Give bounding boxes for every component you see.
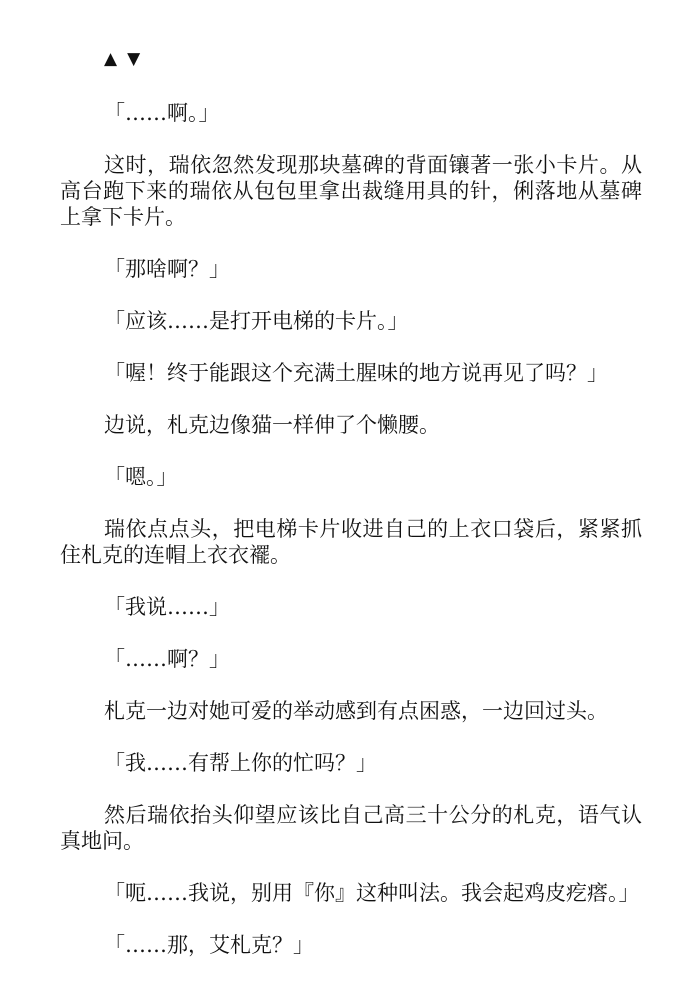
paragraph: 「……啊。」 bbox=[104, 101, 220, 125]
paragraph: 札克一边对她可爱的举动感到有点困惑，一边回过头。 bbox=[104, 699, 608, 723]
paragraph: 「……啊？」 bbox=[104, 647, 230, 671]
paragraph: 「喔！终于能跟这个充满土腥味的地方说再见了吗？」 bbox=[104, 361, 608, 385]
scroll-markers bbox=[104, 48, 642, 70]
paragraph: 「我……有帮上你的忙吗？」 bbox=[104, 751, 377, 775]
paragraph: 「呃……我说，别用『你』这种叫法。我会起鸡皮疙瘩。」 bbox=[104, 881, 640, 905]
down-triangle-icon[interactable]: ▼ bbox=[127, 49, 141, 69]
paragraph: 瑞依点点头，把电梯卡片收进自己的上衣口袋后，紧紧抓住札克的连帽上衣衣襬。 bbox=[60, 517, 642, 567]
paragraph: 这时，瑞依忽然发现那块墓碑的背面镶著一张小卡片。从高台跑下来的瑞依从包包里拿出裁缝用具的针，俐落地从墓碑上拿下卡片。 bbox=[60, 153, 642, 229]
paragraph: 「嗯。」 bbox=[104, 465, 178, 489]
paragraph: 「我说……」 bbox=[104, 595, 230, 619]
paragraph: 然后瑞依抬头仰望应该比自己高三十公分的札克，语气认真地问。 bbox=[60, 803, 642, 853]
up-triangle-icon[interactable]: ▲ bbox=[104, 49, 118, 69]
paragraph: 「那啥啊？」 bbox=[104, 257, 230, 281]
paragraph: 「应该……是打开电梯的卡片。」 bbox=[104, 309, 409, 333]
paragraph: 「……那，艾札克？」 bbox=[104, 933, 314, 957]
text-page bbox=[60, 48, 642, 984]
paragraph: 边说，札克边像猫一样伸了个懒腰。 bbox=[104, 413, 440, 437]
